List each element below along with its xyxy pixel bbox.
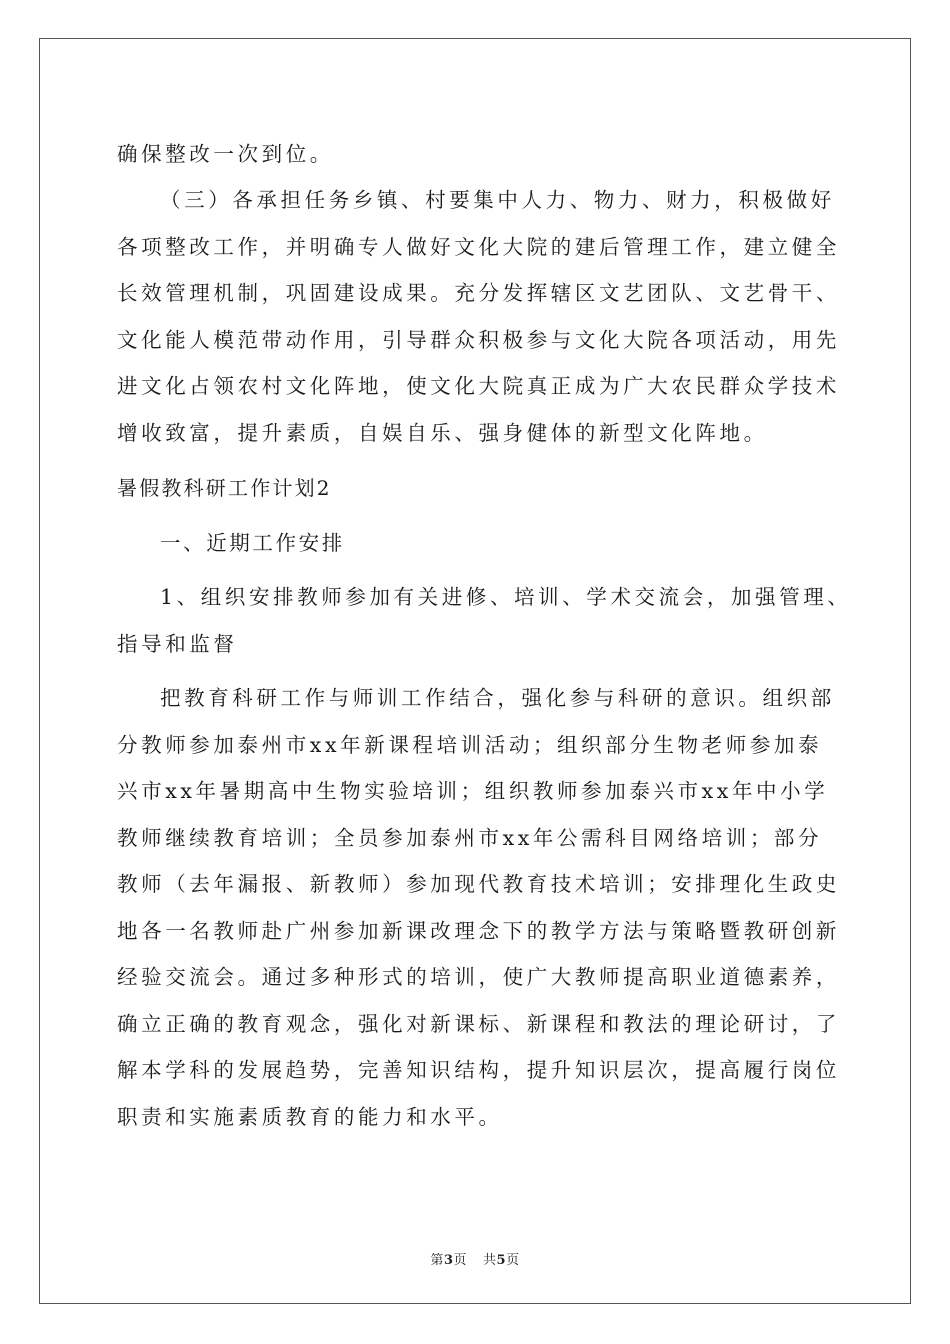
paragraph-line: 1、组织安排教师参加有关进修、培训、学术交流会，加强管理、 xyxy=(160,585,852,609)
paragraph-line: 解本学科的发展趋势，完善知识结构，提升知识层次，提高履行岗位 xyxy=(117,1058,840,1082)
total-suffix: 页 xyxy=(506,1253,520,1268)
page-footer xyxy=(0,1249,950,1268)
paragraph-line: 增收致富，提升素质，自娱自乐、强身健体的新型文化阵地。 xyxy=(117,421,768,445)
paragraph-line: 各项整改工作，并明确专人做好文化大院的建后管理工作，建立健全 xyxy=(117,235,840,259)
paragraph-line: 把教育科研工作与师训工作结合，强化参与科研的意识。组织部 xyxy=(160,686,835,710)
section-title: 暑假教科研工作计划2 xyxy=(117,476,332,500)
paragraph-line: 地各一名教师赴广州参加新课改理念下的教学方法与策略暨教研创新 xyxy=(117,919,840,943)
paragraph-line: 进文化占领农村文化阵地，使文化大院真正成为广大农民群众学技术 xyxy=(117,374,840,398)
total-prefix: 共 xyxy=(483,1253,497,1268)
paragraph-line: 长效管理机制，巩固建设成果。充分发挥辖区文艺团队、文艺骨干、 xyxy=(117,281,840,305)
current-page-number: 3 xyxy=(443,1253,454,1268)
paragraph-line: 职责和实施素质教育的能力和水平。 xyxy=(117,1105,503,1129)
paragraph-line: 确立正确的教育观念，强化对新课标、新课程和教法的理论研讨，了 xyxy=(117,1012,840,1036)
paragraph-line: 分教师参加泰州市xx年新课程培训活动；组织部分生物老师参加泰 xyxy=(117,733,823,757)
page-suffix: 页 xyxy=(453,1253,467,1268)
page-prefix: 第 xyxy=(430,1253,444,1268)
paragraph-line: （三）各承担任务乡镇、村要集中人力、物力、财力，积极做好 xyxy=(160,188,835,212)
section-heading: 一、近期工作安排 xyxy=(160,531,345,555)
paragraph-line: 经验交流会。通过多种形式的培训，使广大教师提高职业道德素养， xyxy=(117,965,840,989)
paragraph-line: 确保整改一次到位。 xyxy=(117,142,334,166)
paragraph-line: 指导和监督 xyxy=(117,632,238,656)
paragraph-line: 文化能人模范带动作用，引导群众积极参与文化大院各项活动，用先 xyxy=(117,328,840,352)
paragraph-line: 兴市xx年暑期高中生物实验培训；组织教师参加泰兴市xx年中小学 xyxy=(117,779,829,803)
paragraph-line: 教师（去年漏报、新教师）参加现代教育技术培训；安排理化生政史 xyxy=(117,872,840,896)
paragraph-line: 教师继续教育培训；全员参加泰州市xx年公需科目网络培训；部分 xyxy=(117,826,823,850)
total-page-number: 5 xyxy=(496,1253,507,1268)
